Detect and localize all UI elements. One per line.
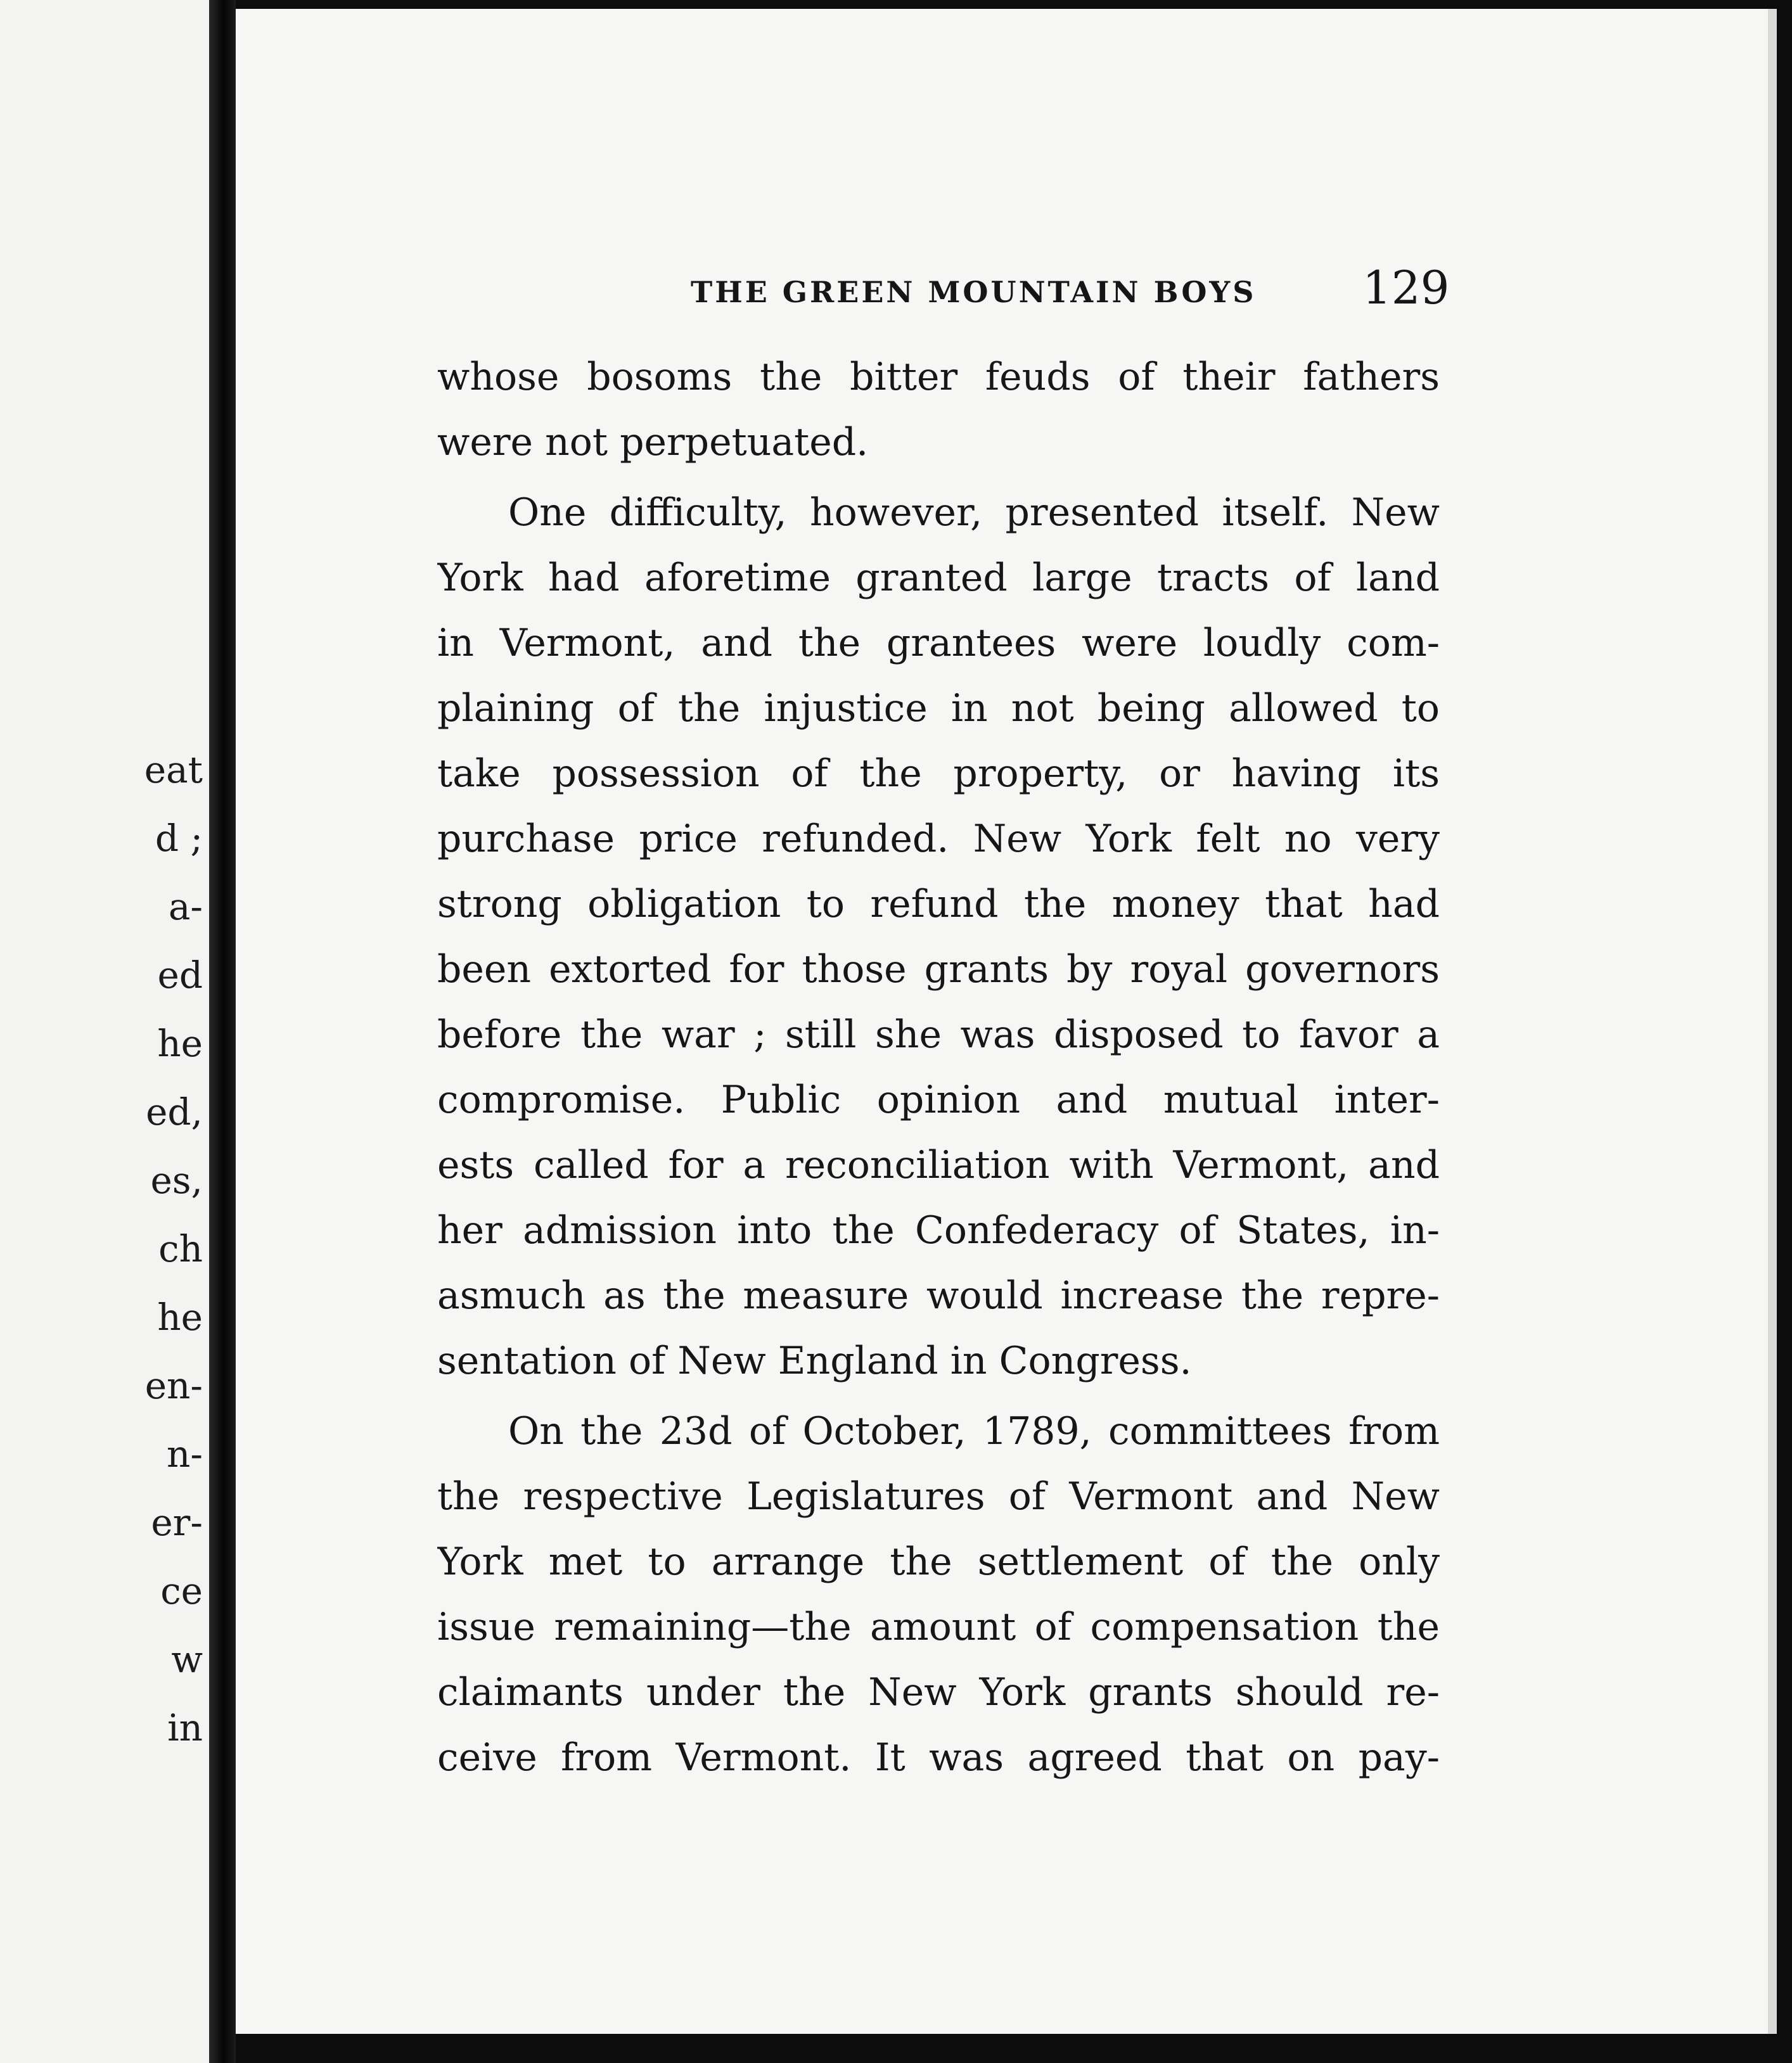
text-line: compromise. Public opinion and mutual inter- [437,1078,1440,1122]
left-page-fragment: ed, [146,1090,203,1134]
text-line: York had aforetime granted large tracts of land [437,556,1440,600]
text-line: claimants under the New York grants should re- [437,1670,1440,1715]
left-page-fragment: he [157,1296,203,1339]
text-line: been extorted for those grants by royal governors [437,947,1440,992]
text-line: purchase price refunded. New York felt no very [437,817,1440,861]
paragraph [437,1399,1440,1791]
text-line: On the 23d of October, 1789, committees from [508,1409,1440,1453]
body-text [437,345,1440,1791]
text-line: ceive from Vermont. It was agreed that on pay- [437,1735,1440,1780]
left-page-fragment: he [157,1022,203,1065]
text-line: asmuch as the measure would increase the repre- [437,1274,1440,1318]
book-gutter [209,0,236,2063]
left-page-fragment: er- [151,1501,203,1544]
paragraph [437,345,1440,475]
page-number: 129 [1362,261,1450,314]
left-page-fragment: d ; [155,817,203,860]
text-line: sentation of New England in Congress. [437,1339,1192,1383]
text-line: the respective Legislatures of Vermont and New [437,1474,1440,1519]
right-page [236,9,1777,2034]
text-line: before the war ; still she was disposed to favor a [437,1012,1440,1057]
text-line: issue remaining—the amount of compensation the [437,1605,1440,1649]
text-line: whose bosoms the bitter feuds of their fathers [437,355,1440,399]
left-page-fragment: n- [167,1433,203,1476]
running-head: THE GREEN MOUNTAIN BOYS [691,275,1257,309]
text-line: plaining of the injustice in not being allowed to [437,686,1440,731]
text-line: were not perpetuated. [437,420,869,464]
paragraph [437,480,1440,1394]
left-page-fragment: es, [150,1159,203,1202]
left-page-fragment: w [171,1638,203,1681]
text-line: take possession of the property, or having its [437,751,1440,796]
text-line: ests called for a reconciliation with Vermont, and [437,1143,1440,1187]
left-page-fragment: in [167,1706,203,1749]
left-page-fragment: eat [144,748,203,791]
left-page-fragment: en- [144,1364,203,1407]
left-page-fragment: ed [157,954,203,997]
left-page-fragment: a- [168,885,203,928]
text-line: in Vermont, and the grantees were loudly com- [437,621,1440,665]
text-line: her admission into the Confederacy of States, in- [437,1208,1440,1253]
left-page-fragment: ce [160,1569,203,1613]
left-page-margin [0,0,209,2063]
text-line: strong obligation to refund the money that had [437,882,1440,926]
text-line: York met to arrange the settlement of the only [437,1540,1440,1584]
left-page-fragment: ch [158,1227,203,1270]
text-line: One difficulty, however, presented itself. New [508,490,1440,535]
